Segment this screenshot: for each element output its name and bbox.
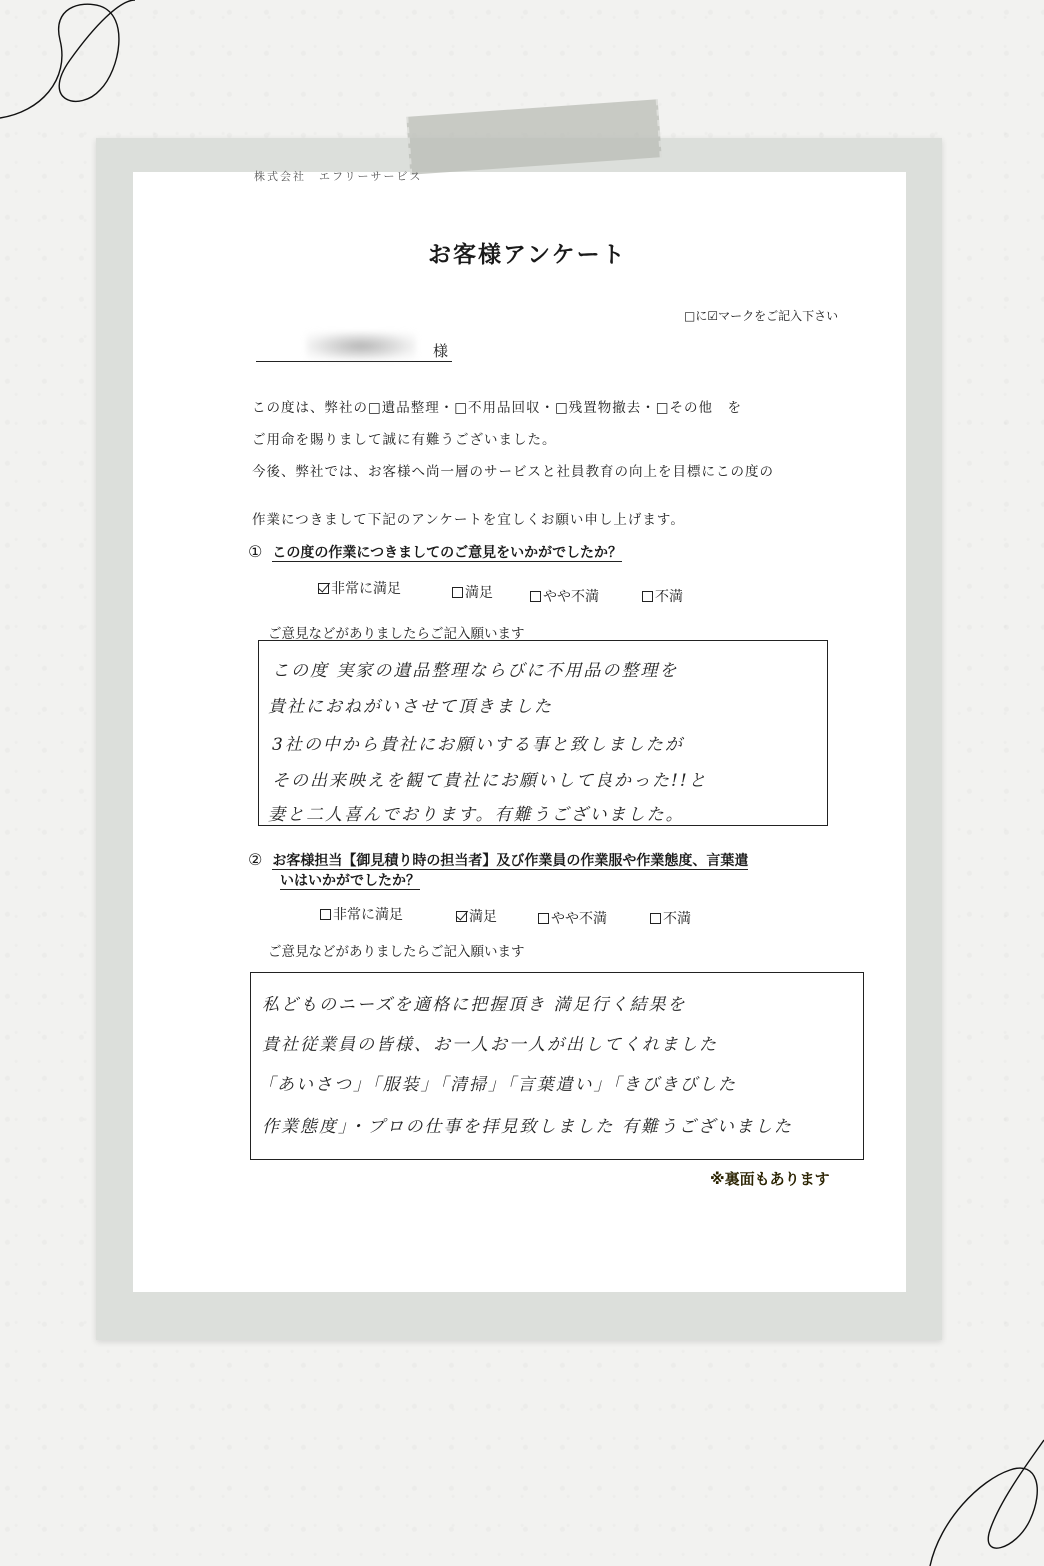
checkbox-checked[interactable] [456,911,467,922]
handwritten-line: 私どものニーズを適格に把握頂き 満足行く結果を [262,995,687,1015]
option-somewhat-dissatisfied[interactable]: やや不満 [538,908,607,928]
mark-instruction: □に☑マークをご記入下さい [684,309,839,323]
handwritten-line: 貴社におねがいさせて頂きました [268,697,553,717]
option-satisfied[interactable]: 満足 [456,906,497,926]
handwritten-line: 妻と二人喜んでおります。有難うございました。 [268,805,685,825]
reverse-side-note: ※裏面もあります [710,1170,830,1188]
intro-line-2: ご用命を賜りまして誠に有難うございました。 [252,432,557,448]
question-text-line-2: いはいかがでしたか？ [280,873,420,889]
checkbox[interactable] [538,913,549,924]
question-text-line-1: お客様担当【御見積り時の担当者】及び作業員の作業服や作業態度、言葉遣 [272,853,749,869]
handwritten-line: この度 実家の遺品整理ならびに不用品の整理を [272,661,679,681]
option-satisfied[interactable]: 満足 [452,582,493,602]
handwritten-line: 「あいさつ」「服装」「清掃」「言葉遣い」「きびきびした [258,1075,737,1095]
handwritten-line: 貴社従業員の皆様、お一人お一人が出してくれました [262,1035,718,1055]
redacted-name [306,332,416,360]
option-somewhat-dissatisfied[interactable]: やや不満 [530,586,599,606]
question-text: この度の作業につきましてのご意見をいかがでしたか？ [272,545,623,561]
question-2-heading-cont [280,870,420,890]
intro-line-3: 今後、弊社では、お客様へ尚一層のサービスと社員教育の向上を目標にこの度の [252,464,774,480]
handwritten-line: その出来映えを観て貴社にお願いして良かった!!と [272,771,708,791]
recipient-line [256,340,452,362]
option-dissatisfied[interactable]: 不満 [642,586,683,606]
comment-prompt-1: ご意見などがありましたらご記入願います [268,626,525,642]
intro-line-4: 作業につきまして下記のアンケートを宜しくお願い申し上げます。 [252,512,685,528]
checkbox[interactable] [320,909,331,920]
checkbox[interactable] [650,913,661,924]
company-name: 株式会社 エフリーサービス [254,170,423,183]
question-number: ① [248,542,263,561]
option-dissatisfied[interactable]: 不満 [650,908,691,928]
intro-line-1: この度は、弊社の□遺品整理・□不用品回収・□残置物撤去・□その他 を [252,400,743,416]
checkbox-checked[interactable] [318,583,329,594]
question-2-heading [248,850,828,870]
decorative-line-top-left [0,0,160,130]
handwritten-line: 3社の中から貴社にお願いする事と致しましたが [272,735,684,755]
checkbox[interactable] [452,587,463,598]
checkbox[interactable] [642,591,653,602]
handwritten-line: 作業態度」・プロの仕事を拝見致しました 有難うございました [262,1117,793,1137]
question-number: ② [248,850,263,869]
option-very-satisfied[interactable]: 非常に満足 [318,578,401,598]
recipient-suffix: 様 [432,342,448,360]
decorative-line-bottom-right [920,1420,1044,1566]
option-very-satisfied[interactable]: 非常に満足 [320,904,403,924]
comment-prompt-2: ご意見などがありましたらご記入願います [268,944,525,960]
checkbox[interactable] [530,591,541,602]
page-title: お客様アンケート [428,242,627,268]
question-1-heading [248,542,622,562]
